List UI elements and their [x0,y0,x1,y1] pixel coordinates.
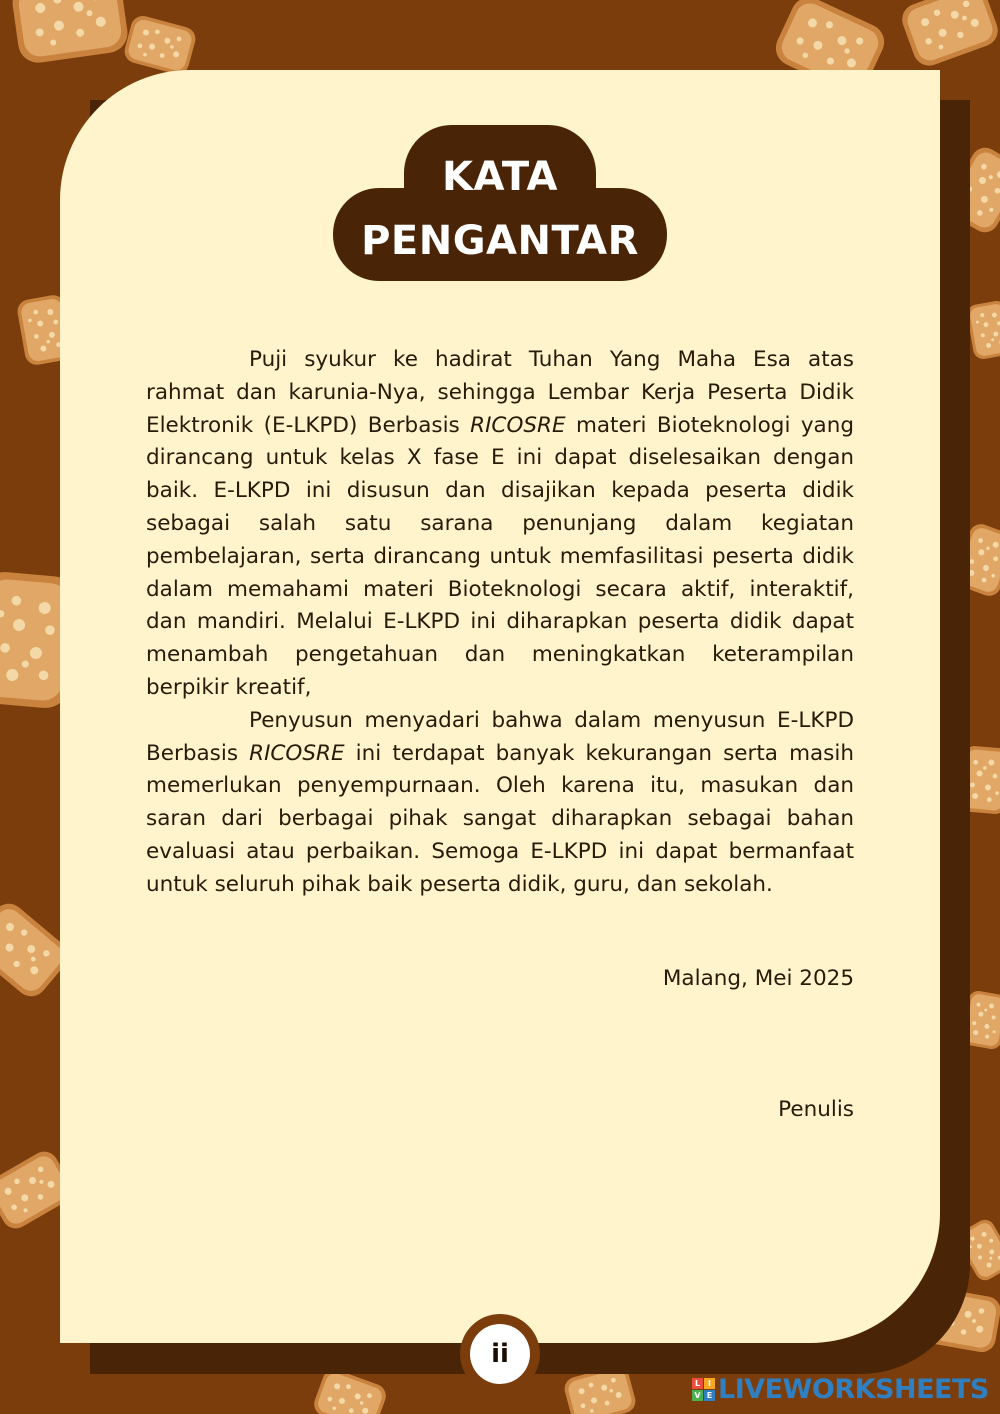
title-line-2: PENGANTAR [361,218,639,264]
paragraph [146,705,854,902]
text-run: ini terdapat banyak kekurangan serta masih memerlukan penyempurnaan. Oleh karena itu, masukan dan saran dari berbagai pihak sangat diharapkan sebagai bahan evaluasi atau perbaikan. Semoga E-LKPD ini dapat bermanfaat untuk seluruh pihak baik peserta didik, guru, dan sekolah. [146,740,854,897]
title-line-1: KATA [442,154,558,200]
logo-letter: V [692,1390,703,1401]
place-date: Malang, Mei 2025 [662,966,854,991]
text-run: Penyusun menyadari bahwa dalam menyusun E-LKPD Berbasis [146,707,854,766]
liveworksheets-logo-icon [692,1378,715,1401]
page-number: ii [470,1324,530,1384]
paragraph [146,344,854,705]
italic-term: RICOSRE [470,412,566,438]
text-run: materi Bioteknologi yang dirancang untuk kelas X fase E ini dapat diselesaikan dengan baik. E-LKPD ini disusun dan disajikan kepada peserta didik sebagai salah satu sarana penunjang dalam kegiatan pembelajaran, serta dirancang untuk memfasilitasi peserta didik dalam memahami materi Bioteknologi secara aktif, interaktif, dan mandiri. Melalui E-LKPD ini diharapkan peserta didik dapat menambah pengetahuan dan meningkatkan keterampilan berpikir kreatif, [146,412,854,700]
logo-letter: I [704,1378,715,1389]
foreword-body [146,344,854,902]
text-run: Puji syukur ke hadirat Tuhan Yang Maha Esa atas rahmat dan karunia-Nya, sehingga Lembar Kerja Peserta Didik Elektronik (E-LKPD) Berbasis [146,347,854,438]
italic-term: RICOSRE [249,740,345,766]
liveworksheets-watermark [692,1374,989,1404]
watermark-text: LIVEWORKSHEETS [718,1373,989,1405]
logo-letter: E [704,1390,715,1401]
author-signature: Penulis [778,1097,854,1122]
logo-letter: L [692,1378,703,1389]
page-title [333,145,667,273]
page-number-badge [460,1314,540,1394]
